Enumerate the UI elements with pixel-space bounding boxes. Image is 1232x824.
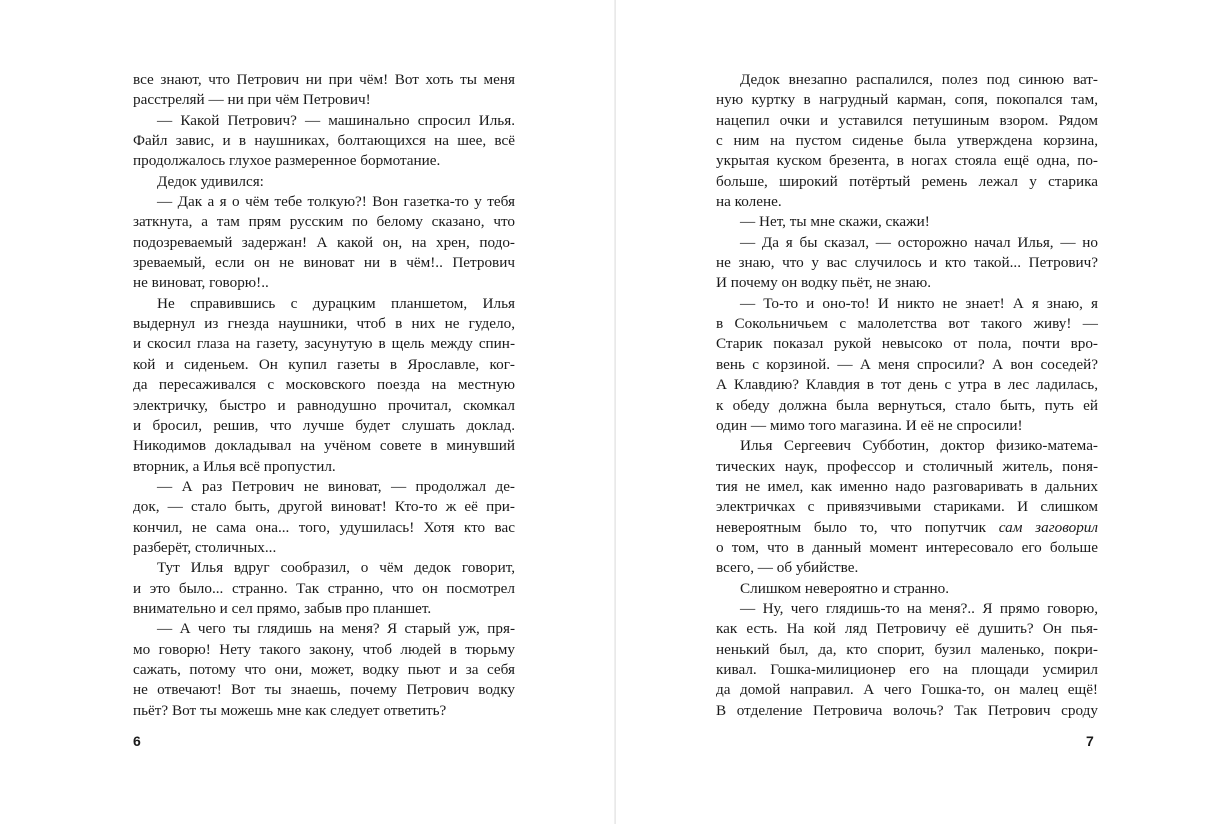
text-line: пьёт? Вот ты можешь мне как следует ответить? [133, 701, 447, 719]
emphasis: сам заговорил [998, 518, 1099, 536]
right-page-text [716, 70, 1098, 721]
text-line: И почему он водку пьёт, не знаю. [716, 274, 932, 292]
text-line: кивал. Гошка-милиционер его на площади усмирил [716, 660, 1098, 678]
text-line: — Какой Петрович? — машинально спросил Илья. [157, 111, 515, 129]
text-line: да пересаживался с московского поезда на местную [133, 376, 515, 394]
text-line: ненький был, да, кто спорит, бузил маленько, покри- [716, 640, 1098, 658]
text-line: Не справившись с дурацким планшетом, Илья [157, 294, 515, 312]
text-line: — Дак а я о чём тебе толкую?! Вон газетка-то у тебя [157, 193, 515, 211]
text-line: вторник, а Илья всё пропустил. [133, 457, 336, 475]
text-line: все знают, что Петрович ни при чём! Вот хоть ты меня [133, 71, 515, 88]
text-line: как есть. На кой ляд Петровичу её душить? Он пья- [716, 620, 1098, 638]
text-line: не виноват, говорю!.. [133, 274, 269, 292]
text-line: кончил, не сама она... того, удушилась! Хотя кто вас [133, 518, 515, 536]
text-line: с ним на пустом сиденье была утверждена корзина, [716, 132, 1098, 150]
text-line: о том, что в данный момент интересовало его больше [716, 538, 1098, 556]
text-line: и это было... странно. Так странно, что он посмотрел [133, 579, 515, 597]
text-line: электричках с привязчивыми стариками. И слишком [716, 498, 1098, 516]
text-line: внимательно и сел прямо, забыв про планшет. [133, 599, 432, 617]
text-line: тических наук, профессор и столичный житель, поня- [716, 457, 1098, 475]
text-line: А Клавдию? Клавдия в тот день с утра в лес ладилась, [716, 376, 1098, 394]
text-line: — Нет, ты мне скажи, скажи! [740, 213, 930, 231]
text-line: Никодимов докладывал на учёном совете в минувший [133, 437, 515, 455]
text-line: док, — стало быть, другой виноват! Кто-то ж её при- [133, 498, 515, 516]
text-line: подозреваемый задержан! А какой он, на хрен, подо- [133, 233, 515, 251]
text-line: вень с корзиной. — А меня спросили? А вон соседей? [716, 355, 1098, 373]
left-page-number: 6 [133, 733, 141, 749]
text-line: к обеду должна была вернуться, стало быть, путь ей [716, 396, 1098, 414]
text-line: невероятным было то, что попутчик сам заговорил [716, 518, 1099, 536]
text-line: тия не имел, как именно надо разговаривать в дальних [716, 477, 1098, 495]
right-page-number: 7 [1086, 733, 1094, 749]
text-line: — А раз Петрович не виноват, — продолжал де- [157, 477, 515, 495]
text-line: Тут Илья вдруг сообразил, о чём дедок говорит, [157, 559, 515, 577]
text-line: не отвечают! Вот ты знаешь, почему Петрович водку [133, 681, 515, 699]
text-line: мо говорю! Нету такого закону, чтоб людей в тюрьму [133, 640, 515, 658]
text-line: электричку, быстро и равнодушно прочитал, скомкал [133, 396, 515, 414]
text-line: нацепил очки и уставился петушиным взором. Рядом [716, 111, 1098, 129]
text-line: В отделение Петровича волочь? Так Петрович сроду [716, 701, 1098, 719]
text-line: кой и сиденьем. Он купил газеты в Ярославле, ког- [133, 355, 515, 373]
text-line: Дедок внезапно распалился, полез под синюю ват- [740, 71, 1098, 88]
text-line: зреваемый, если он не виноват ни в чём!.. Петрович [133, 254, 515, 272]
text-line: и бросил, решив, что лучше будет слушать доклад. [133, 416, 515, 434]
text-line: — А чего ты глядишь на меня? Я старый уж, пря- [157, 620, 515, 638]
text-line: Старик показал рукой невысоко от пола, почти вро- [716, 335, 1098, 353]
text-line: в Сокольничьем с малолетства вот такого живу! — [716, 315, 1098, 333]
text-line: и скосил глаза на газету, засунутую в щель между спин- [133, 335, 515, 353]
text-line: — Да я бы сказал, — осторожно начал Илья, — но [740, 233, 1098, 251]
text-line: Слишком невероятно и странно. [740, 579, 950, 597]
text-line: не знаю, что у вас случилось и кто такой... Петрович? [716, 254, 1098, 272]
text-line: на колене. [716, 193, 782, 211]
left-page-text [133, 70, 515, 721]
right-page [616, 0, 1232, 824]
text-line: Дедок удивился: [157, 172, 264, 190]
text-line: продолжалось глухое размеренное бормотание. [133, 152, 441, 170]
text-line: выдернул из гнезда наушники, чтоб в них не гудело, [133, 315, 515, 333]
text-line: Файл завис, и в наушниках, болтающихся на шее, всё [133, 132, 515, 150]
text-line: укрытая куском брезента, в ногах стояла ещё одна, по- [716, 152, 1098, 170]
text-line: больше, широкий потёртый ремень лежал у старика [716, 172, 1098, 190]
text-line: сажать, потому что они, может, водку пьют и за себя [133, 660, 515, 678]
text-line: да домой направил. А чего Гошка-то, он малец ещё! [716, 681, 1098, 699]
text-line: заткнута, а там прям русским по белому сказано, что [133, 213, 515, 231]
text-line: один — мимо того магазина. И её не спросили! [716, 416, 1023, 434]
text-line: расстреляй — ни при чём Петрович! [133, 91, 371, 109]
text-line: разберёт, столичных... [133, 538, 277, 556]
text-line: Илья Сергеевич Субботин, доктор физико-матема- [740, 437, 1098, 455]
text-line: — Ну, чего глядишь-то на меня?.. Я прямо говорю, [740, 599, 1098, 617]
text-line: — То-то и оно-то! И никто не знает! А я знаю, я [740, 294, 1098, 312]
text-line: ную куртку в нагрудный карман, сопя, покопался там, [716, 91, 1098, 109]
text-line: всего, — об убийстве. [716, 559, 859, 577]
